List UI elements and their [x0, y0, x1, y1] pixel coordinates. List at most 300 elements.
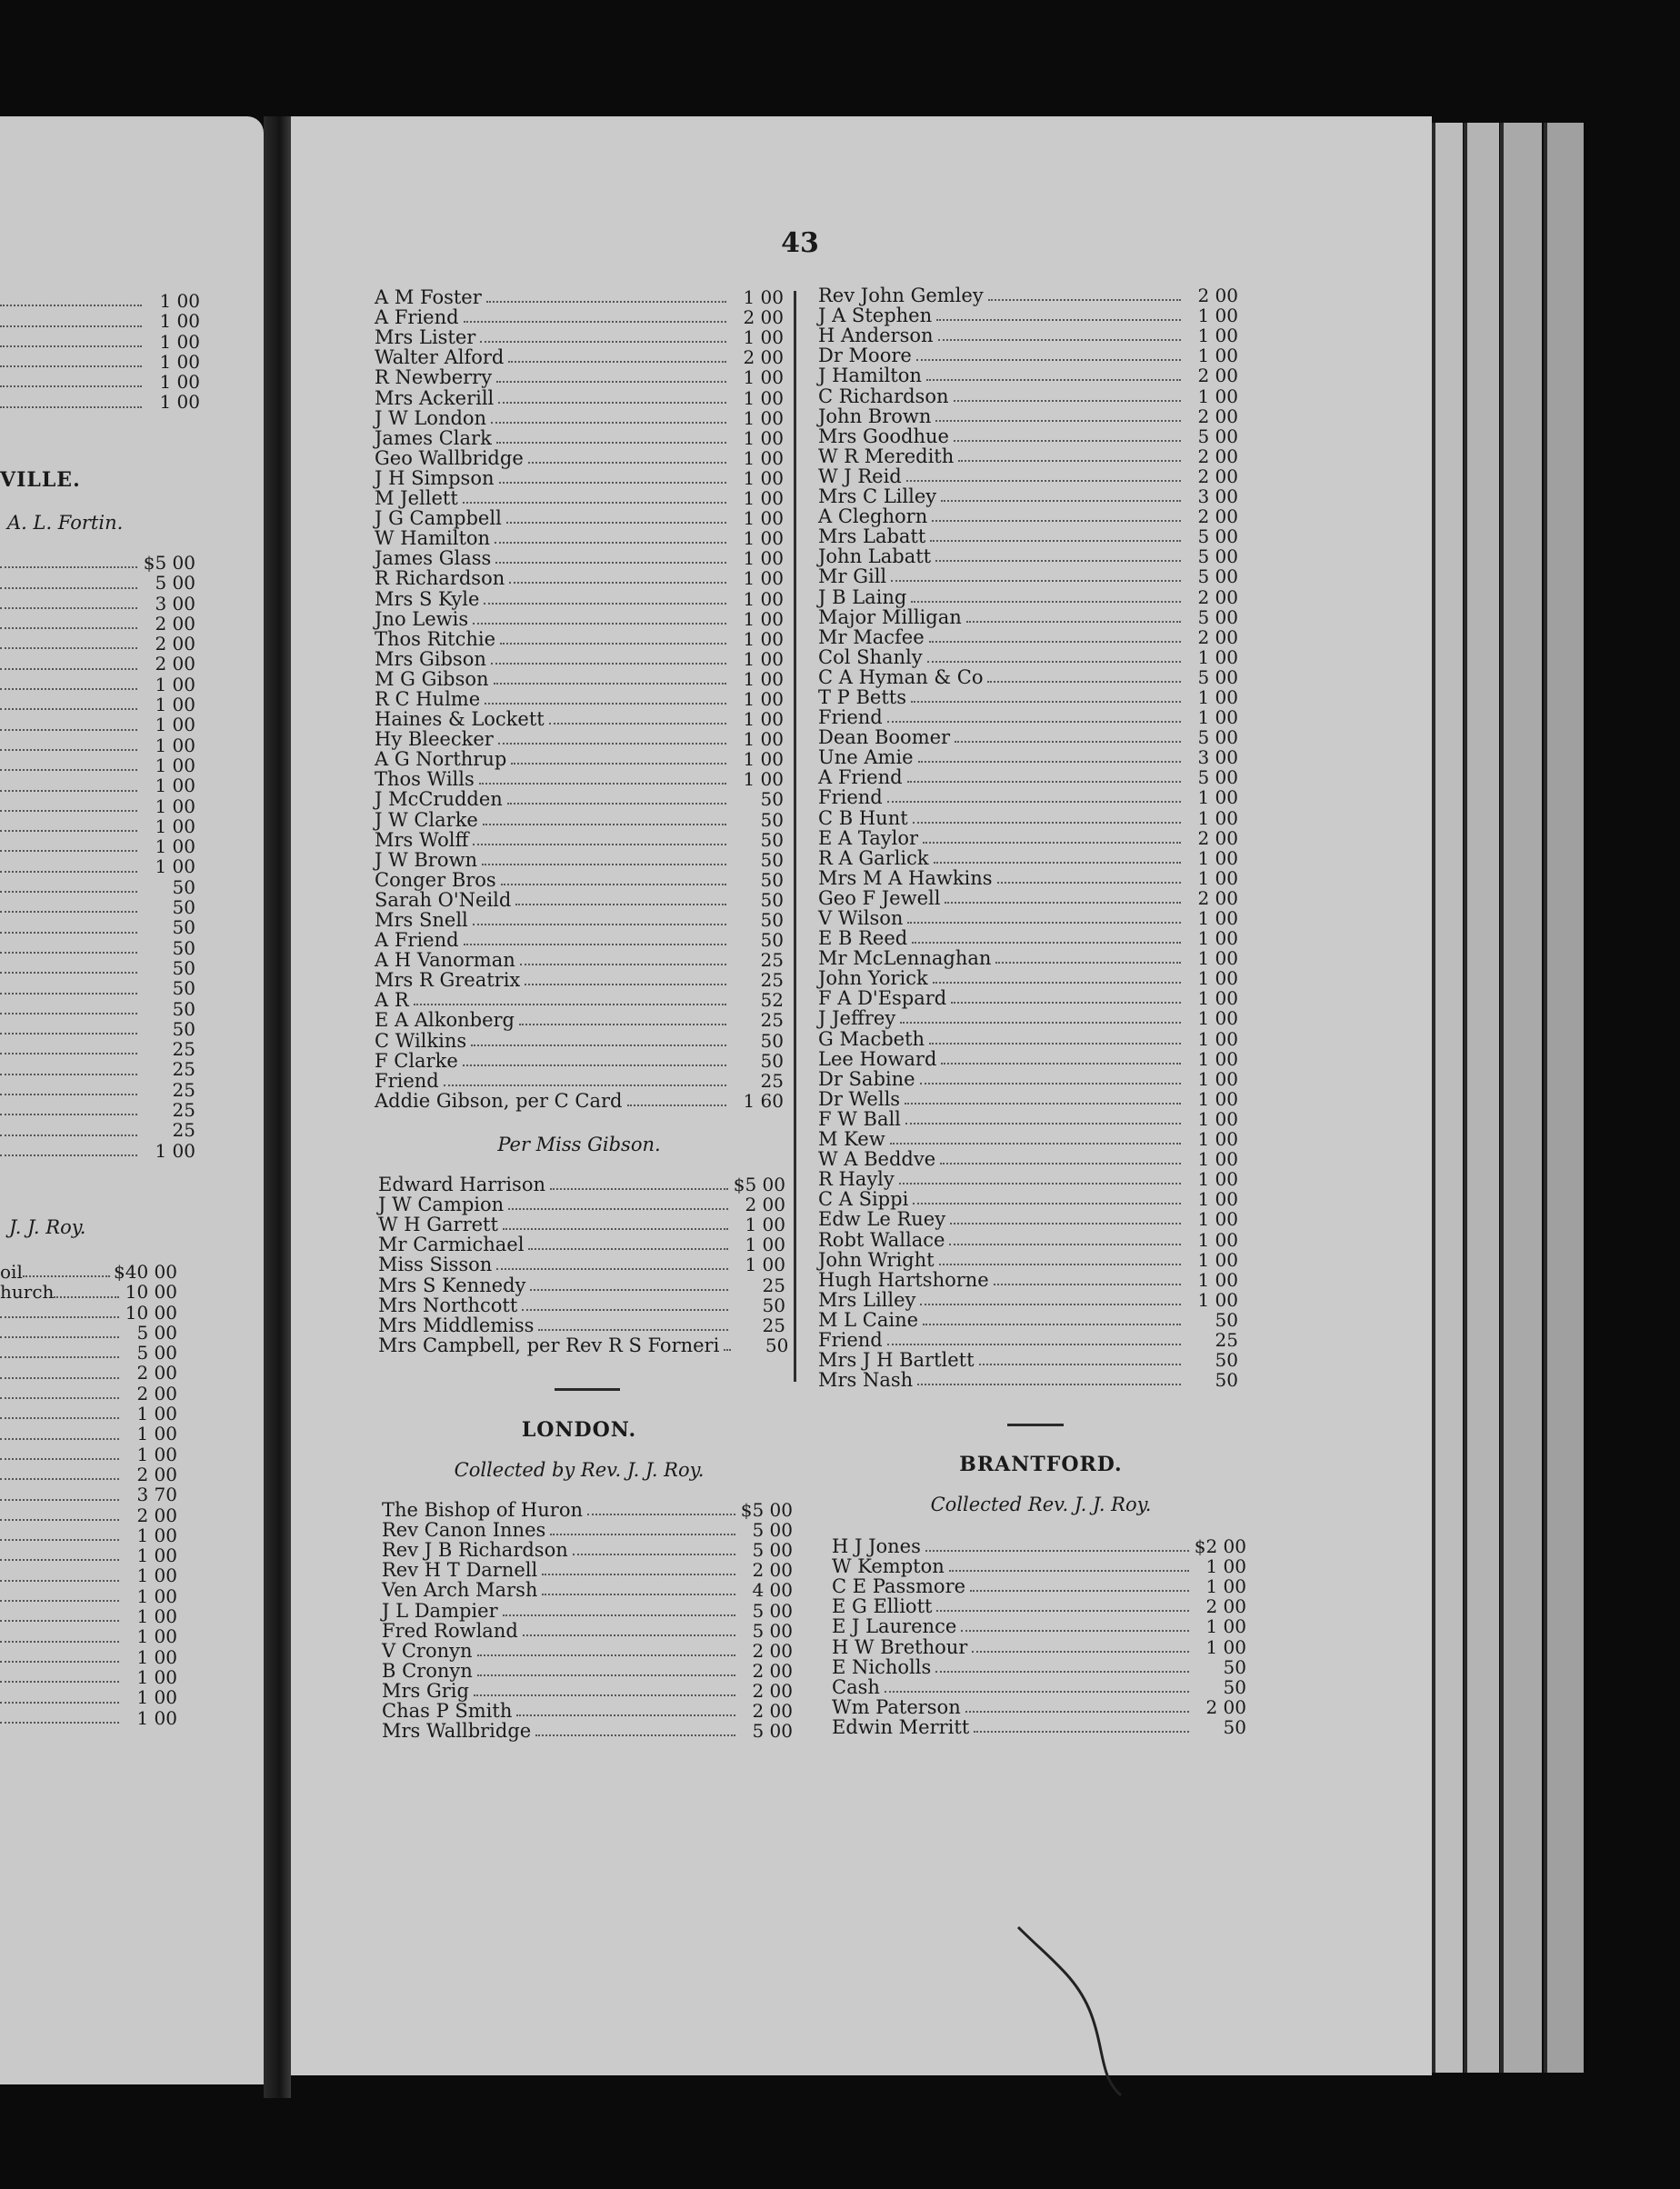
donation-amount: 3 00 — [155, 592, 195, 615]
donation-amount: 25 — [760, 969, 784, 992]
left-list-item — [0, 1039, 195, 1059]
donor-name: T P Betts — [818, 685, 907, 708]
dot-leader — [950, 1223, 1181, 1224]
donor-name: M Jellett — [375, 487, 458, 510]
donation-amount: 1 00 — [1197, 907, 1238, 929]
list-item — [818, 526, 1238, 546]
page-edge — [1500, 123, 1542, 2073]
donation-amount: 50 — [760, 888, 784, 911]
list-item — [375, 870, 784, 890]
dot-leader — [920, 1083, 1181, 1085]
left-list-item — [0, 553, 195, 573]
dot-leader — [522, 1309, 728, 1311]
donation-amount: 2 00 — [136, 1463, 177, 1485]
donation-amount: 1 00 — [743, 507, 784, 530]
donation-amount: 3 00 — [1197, 485, 1238, 508]
donation-amount: 1 00 — [743, 547, 784, 570]
dot-leader — [463, 1065, 726, 1066]
list-item — [375, 990, 784, 1010]
donor-name: C Richardson — [818, 385, 949, 407]
donor-name: Conger Bros — [375, 868, 496, 891]
column-divider — [794, 291, 796, 1382]
dot-leader — [530, 1289, 728, 1291]
list-item — [818, 767, 1238, 787]
dot-leader — [473, 924, 726, 925]
donor-name: J B Laing — [818, 585, 907, 608]
dot-leader — [507, 803, 726, 805]
list-item — [375, 1091, 784, 1111]
donor-name: Haines & Lockett — [375, 708, 545, 731]
dot-leader — [0, 1404, 119, 1419]
donor-name: Rev J B Richardson — [382, 1539, 568, 1562]
donor-name: Thos Ritchie — [375, 627, 496, 650]
dot-leader — [0, 917, 137, 933]
donor-name: F A D'Espard — [818, 987, 947, 1010]
donation-amount: $5 00 — [740, 1499, 793, 1522]
donor-name: John Labatt — [818, 545, 932, 568]
donation-amount: 1 00 — [743, 687, 784, 710]
left-list-item — [0, 1505, 177, 1525]
list-item — [818, 948, 1238, 968]
dot-leader — [887, 1344, 1181, 1345]
list-item — [375, 568, 784, 588]
dot-leader — [0, 1363, 119, 1378]
list-item — [818, 1350, 1238, 1370]
dot-leader — [528, 462, 726, 464]
donation-amount: 50 — [760, 848, 784, 871]
donation-amount: 1 00 — [1197, 325, 1238, 347]
donor-name: W Hamilton — [375, 527, 491, 550]
dot-leader — [899, 1183, 1181, 1184]
donation-amount: 1 00 — [1197, 1128, 1238, 1151]
list-item — [375, 709, 784, 729]
left-list-item — [0, 392, 200, 412]
list-item — [832, 1717, 1246, 1737]
dot-leader — [974, 1731, 1189, 1733]
dot-leader — [987, 681, 1181, 683]
donor-name: Mrs Labatt — [818, 525, 926, 548]
list-item — [832, 1536, 1246, 1556]
dot-leader — [965, 1711, 1189, 1713]
dot-leader — [0, 1080, 137, 1095]
donor-name: M G Gibson — [375, 667, 489, 690]
donor-name: Mr Carmichael — [378, 1234, 525, 1256]
dot-leader — [954, 400, 1181, 402]
left-list-item — [0, 695, 195, 715]
left-list-item — [0, 1343, 177, 1363]
dot-leader — [0, 1606, 119, 1622]
donation-amount: 1 00 — [743, 567, 784, 590]
left-list-item — [0, 332, 200, 352]
dot-leader — [444, 1085, 726, 1086]
donation-amount: 1 00 — [743, 426, 784, 449]
left-list-item — [0, 958, 195, 978]
left-top-amounts — [0, 291, 200, 413]
donor-name: M L Caine — [818, 1308, 919, 1331]
donor-name: R A Garlick — [818, 846, 929, 869]
donation-amount: 1 00 — [159, 371, 200, 394]
dot-leader — [0, 897, 137, 913]
donation-amount: 50 — [760, 909, 784, 931]
left-list-item — [0, 999, 195, 1019]
dot-leader — [0, 755, 137, 771]
left-list-item — [0, 1565, 177, 1585]
list-item — [832, 1576, 1246, 1596]
donation-amount: 5 00 — [1197, 605, 1238, 628]
donation-amount: 50 — [172, 956, 195, 979]
donation-amount: 50 — [760, 808, 784, 831]
page-number: 43 — [781, 227, 819, 259]
dot-leader — [929, 1043, 1181, 1045]
dot-leader — [496, 1268, 728, 1270]
donation-amount: 1 00 — [136, 1524, 177, 1546]
dot-leader — [979, 1364, 1181, 1365]
donor-name: Mrs Lister — [375, 326, 476, 349]
donation-amount: 52 — [760, 989, 784, 1012]
dot-leader — [0, 553, 137, 568]
dot-leader — [483, 824, 726, 825]
list-item — [832, 1636, 1246, 1656]
list-item — [378, 1174, 785, 1194]
donor-name: Cash — [832, 1675, 880, 1698]
donor-name: Edwin Merritt — [832, 1715, 970, 1738]
dot-leader — [951, 1002, 1181, 1004]
dot-leader — [936, 319, 1181, 321]
dot-leader — [0, 675, 137, 690]
donation-amount: 5 00 — [1197, 665, 1238, 688]
donation-amount: 5 00 — [752, 1720, 793, 1743]
donor-name: A Friend — [818, 766, 903, 789]
dot-leader — [926, 379, 1181, 381]
left-list-item — [0, 1141, 195, 1161]
left-list-item — [0, 1667, 177, 1687]
donation-amount: 25 — [172, 1058, 195, 1081]
dot-leader — [0, 1687, 119, 1703]
dot-leader — [54, 1282, 119, 1297]
list-item — [382, 1721, 793, 1741]
donor-name: W Kempton — [832, 1555, 945, 1578]
dot-leader — [473, 844, 726, 845]
list-item — [818, 1089, 1238, 1109]
donation-amount: 2 00 — [155, 612, 195, 635]
dot-leader — [503, 1228, 728, 1230]
dot-leader — [936, 1610, 1189, 1612]
donation-amount: 1 00 — [136, 1706, 177, 1729]
dot-leader — [485, 703, 726, 705]
list-item — [818, 1229, 1238, 1249]
list-item — [375, 548, 784, 568]
donation-amount: 1 00 — [1197, 1168, 1238, 1191]
donor-name: Mrs S Kyle — [375, 587, 480, 610]
dot-leader — [0, 1565, 119, 1581]
donation-amount: 1 00 — [155, 754, 195, 776]
donation-amount: 25 — [760, 1009, 784, 1032]
donation-amount: $2 00 — [1194, 1535, 1246, 1558]
list-item — [375, 408, 784, 428]
dot-leader — [23, 1262, 110, 1277]
left-list-item — [0, 917, 195, 937]
dot-leader — [972, 1651, 1189, 1653]
dot-leader — [508, 1208, 728, 1210]
dot-leader — [0, 311, 142, 326]
dot-leader — [907, 922, 1181, 924]
donation-amount: 1 00 — [743, 768, 784, 791]
list-item — [818, 486, 1238, 506]
donation-amount: 25 — [1215, 1328, 1238, 1351]
dot-leader — [496, 442, 726, 444]
page-edge — [1432, 123, 1463, 2073]
left-list-item — [0, 1282, 177, 1302]
left-list-item — [0, 775, 195, 795]
donation-amount: 2 00 — [752, 1679, 793, 1702]
left-middle-amounts — [0, 553, 195, 1161]
donation-amount: 1 00 — [743, 446, 784, 469]
donation-amount: 10 00 — [125, 1281, 177, 1304]
dot-leader — [0, 1019, 137, 1035]
donation-amount: 50 — [760, 1029, 784, 1052]
list-item — [818, 1370, 1238, 1390]
dot-leader — [528, 1248, 728, 1250]
list-item — [382, 1600, 793, 1620]
dot-leader — [573, 1554, 735, 1555]
donation-amount: 1 00 — [1197, 1007, 1238, 1030]
donor-name: Mrs S Kennedy — [378, 1274, 526, 1296]
list-item — [382, 1540, 793, 1560]
list-item — [818, 426, 1238, 446]
dot-leader — [0, 291, 142, 306]
left-list-item — [0, 1626, 177, 1646]
donation-amount: 1 00 — [1197, 1067, 1238, 1090]
dot-leader — [496, 381, 726, 383]
donation-amount: 2 00 — [1197, 445, 1238, 467]
donor-name: H J Jones — [832, 1535, 921, 1558]
donor-name-fragment: oil — [0, 1261, 23, 1283]
donation-amount: 1 00 — [159, 350, 200, 373]
dot-leader — [923, 842, 1181, 844]
london-heading: LONDON. — [521, 1418, 637, 1442]
dot-leader — [0, 978, 137, 994]
dot-leader — [0, 1059, 137, 1075]
dot-leader — [0, 392, 142, 407]
brantford-list — [832, 1536, 1246, 1737]
dot-leader — [933, 982, 1181, 984]
dot-leader — [912, 942, 1181, 944]
donor-name: J W London — [375, 406, 487, 429]
dot-leader — [0, 1323, 119, 1338]
donor-name: C A Sippi — [818, 1188, 909, 1211]
left-heading: VILLE. — [0, 468, 81, 492]
list-item — [375, 930, 784, 950]
dot-leader — [925, 1550, 1189, 1552]
donation-amount: 5 00 — [136, 1321, 177, 1344]
list-item — [375, 1010, 784, 1030]
dot-leader — [890, 1143, 1181, 1144]
list-item — [375, 1071, 784, 1091]
dot-leader — [0, 372, 142, 387]
donation-amount: 1 00 — [1205, 1555, 1246, 1578]
left-list-item — [0, 796, 195, 816]
list-item — [818, 1129, 1238, 1149]
left-list-item — [0, 1303, 177, 1323]
donation-amount: 1 00 — [1197, 685, 1238, 708]
donation-amount: 2 00 — [743, 306, 784, 329]
list-item — [382, 1641, 793, 1661]
dot-leader — [498, 402, 726, 404]
list-item — [378, 1295, 785, 1315]
donation-amount: 5 00 — [1197, 766, 1238, 789]
donation-amount: 50 — [765, 1334, 789, 1356]
left-list-item — [0, 1363, 177, 1383]
list-item — [818, 828, 1238, 848]
donor-name: Mrs R Greatrix — [375, 969, 521, 992]
donation-amount: 50 — [760, 1049, 784, 1072]
dot-leader — [479, 783, 726, 785]
donor-name: E G Elliott — [832, 1595, 933, 1618]
left-list-item — [0, 1019, 195, 1039]
left-list-item — [0, 1444, 177, 1464]
dot-leader — [961, 1630, 1189, 1632]
dot-leader — [939, 1264, 1181, 1265]
dot-leader — [0, 1120, 137, 1135]
donation-amount: 1 00 — [1197, 1047, 1238, 1070]
list-item — [382, 1560, 793, 1580]
list-item — [378, 1194, 785, 1214]
dot-leader — [549, 723, 726, 725]
list-item — [818, 707, 1238, 727]
dot-leader — [0, 1505, 119, 1521]
donor-name: Ven Arch Marsh — [382, 1579, 538, 1602]
column1-list — [375, 287, 784, 1111]
dot-leader — [0, 958, 137, 974]
list-item — [818, 586, 1238, 606]
list-item — [375, 468, 784, 488]
donor-name: Mrs J H Bartlett — [818, 1349, 975, 1372]
list-item — [818, 928, 1238, 948]
donation-amount: 1 00 — [743, 487, 784, 510]
donation-amount: 1 00 — [159, 330, 200, 353]
per-miss-gibson-heading: Per Miss Gibson. — [497, 1134, 661, 1155]
donation-amount: 25 — [172, 1099, 195, 1122]
dot-leader — [955, 741, 1181, 743]
left-list-item — [0, 1525, 177, 1545]
dot-leader — [501, 884, 726, 885]
donation-amount: 5 00 — [155, 572, 195, 595]
donation-amount: 1 00 — [155, 775, 195, 797]
donation-amount: 2 00 — [752, 1559, 793, 1582]
donor-name: F W Ball — [818, 1107, 901, 1130]
london-subhead: Collected by Rev. J. J. Roy. — [454, 1459, 705, 1481]
donor-name: A Friend — [375, 929, 459, 952]
dot-leader — [464, 321, 726, 323]
dot-leader — [954, 440, 1181, 442]
donation-amount: 50 — [760, 788, 784, 811]
donation-amount: 1 00 — [155, 714, 195, 736]
dot-leader — [0, 614, 137, 629]
list-item — [378, 1315, 785, 1335]
donor-name: Addie Gibson, per C Card — [375, 1089, 623, 1112]
donor-name: F Clarke — [375, 1049, 458, 1072]
list-item — [818, 1169, 1238, 1189]
donation-amount: 25 — [760, 1069, 784, 1092]
dot-leader — [474, 1694, 735, 1696]
dot-leader — [941, 1063, 1181, 1065]
dot-leader — [0, 1303, 119, 1318]
pen-mark — [1014, 1923, 1123, 2104]
list-item — [818, 988, 1238, 1008]
donor-name: Mrs Lilley — [818, 1288, 916, 1311]
donor-name: M Kew — [818, 1128, 885, 1151]
dot-leader — [995, 962, 1181, 964]
left-list-item — [0, 654, 195, 674]
donation-amount: 5 00 — [136, 1342, 177, 1364]
list-item — [818, 747, 1238, 767]
donor-name: R Hayly — [818, 1168, 895, 1191]
donation-amount: 1 00 — [136, 1564, 177, 1587]
donation-amount: 1 00 — [743, 366, 784, 389]
donation-amount: 1 00 — [136, 1423, 177, 1445]
donation-amount: 1 00 — [743, 708, 784, 731]
donor-name: C A Hyman & Co — [818, 665, 984, 688]
donation-amount: $40 00 — [114, 1261, 177, 1283]
donor-name: Mrs Wolff — [375, 828, 469, 851]
donation-amount: 1 00 — [743, 326, 784, 349]
donation-amount: 2 00 — [743, 346, 784, 369]
page-edge — [1464, 123, 1499, 2073]
left-list-item — [0, 856, 195, 876]
donation-amount: 1 00 — [1197, 987, 1238, 1010]
list-item — [375, 970, 784, 990]
list-item — [818, 868, 1238, 888]
left-list-item — [0, 938, 195, 958]
donation-amount: 1 00 — [1197, 1027, 1238, 1050]
donation-amount: 2 00 — [1197, 365, 1238, 387]
dot-leader — [949, 1244, 1181, 1245]
list-item — [818, 888, 1238, 908]
left-list-item — [0, 1120, 195, 1140]
donor-name: C Wilkins — [375, 1029, 467, 1052]
donation-amount: 2 00 — [1197, 465, 1238, 487]
left-subhead: A. L. Fortin. — [7, 512, 124, 534]
donation-amount: 1 00 — [1197, 1248, 1238, 1271]
donor-name: R Newberry — [375, 366, 493, 389]
donor-name-fragment: hurch — [0, 1281, 55, 1304]
donation-amount: 1 00 — [1197, 1208, 1238, 1231]
donor-name: J Jeffrey — [818, 1007, 896, 1030]
donation-amount: 25 — [172, 1119, 195, 1142]
donor-name: G Macbeth — [818, 1027, 925, 1050]
donation-amount: 5 00 — [1197, 525, 1238, 548]
donation-amount: 25 — [760, 949, 784, 972]
dot-leader — [494, 683, 726, 685]
donation-amount: 2 00 — [155, 633, 195, 655]
list-item — [375, 850, 784, 870]
donor-name: A Cleghorn — [818, 505, 928, 528]
donation-amount: 2 00 — [1197, 505, 1238, 528]
donor-name: Friend — [818, 1328, 883, 1351]
donor-name: John Wright — [818, 1248, 935, 1271]
left-subhead-2: J. J. Roy. — [9, 1216, 86, 1238]
list-item — [375, 609, 784, 629]
list-item — [818, 385, 1238, 405]
donation-amount: 5 00 — [1197, 565, 1238, 588]
donor-name: Major Milligan — [818, 605, 962, 628]
list-item — [818, 1330, 1238, 1350]
donation-amount: 1 00 — [136, 1605, 177, 1628]
list-item — [375, 307, 784, 327]
donor-name: V Cronyn — [382, 1639, 473, 1662]
donation-amount: 2 00 — [1197, 886, 1238, 909]
left-list-item — [0, 836, 195, 856]
